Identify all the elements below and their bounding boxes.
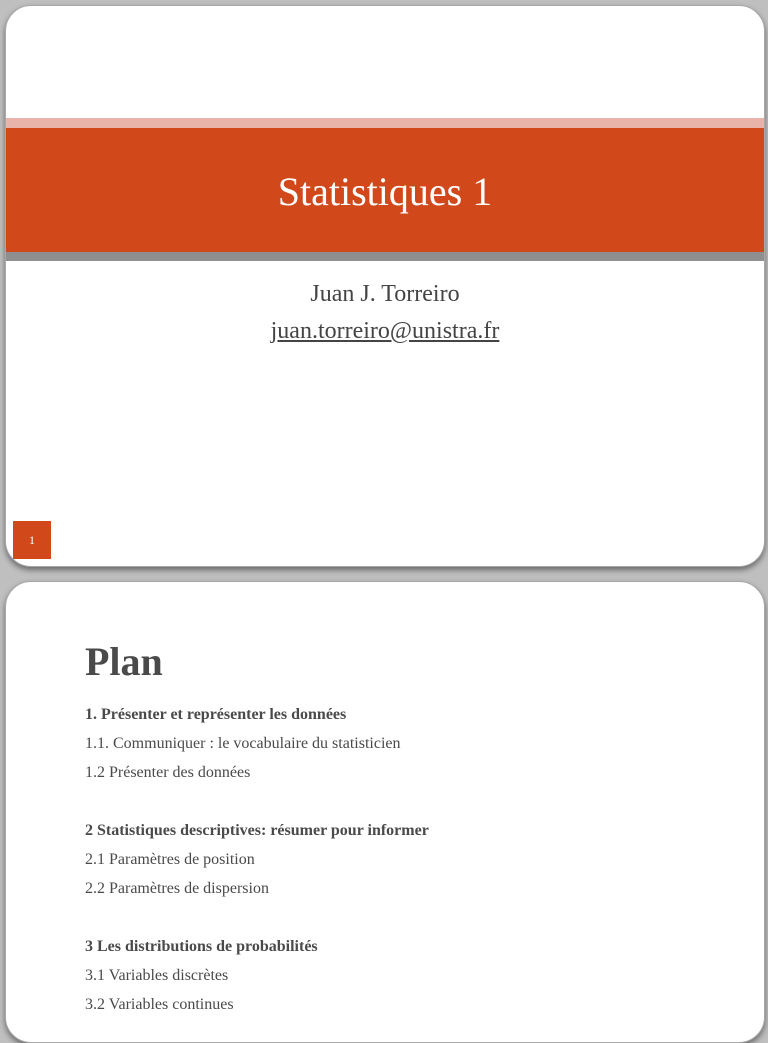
plan-item-1-2: 1.2 Présenter des données (85, 764, 251, 781)
title-slide (5, 5, 765, 567)
slide-title: Statistiques 1 (277, 169, 493, 214)
author-name: Juan J. Torreiro (310, 281, 460, 307)
title-band (6, 128, 764, 261)
plan-item-3-1: 3.1 Variables discrètes (85, 967, 229, 984)
plan-item-2-1: 2.1 Paramètres de position (85, 851, 255, 868)
plan-slide (5, 581, 765, 1043)
plan-section-2: 2 Statistiques descriptives: résumer pour informer (85, 822, 429, 839)
plan-section-3: 3 Les distributions de probabilités (85, 938, 318, 955)
plan-section-1: 1. Présenter et représenter les données (85, 706, 347, 723)
plan-item-3-2: 3.2 Variables continues (85, 996, 234, 1013)
author-email-link[interactable]: juan.torreiro@unistra.fr (270, 318, 500, 344)
plan-title: Plan (85, 639, 163, 684)
title-band-top-stripe (6, 118, 764, 128)
author-email (6, 318, 764, 345)
slide-number-badge: 1 (13, 521, 51, 559)
plan-item-1-1: 1.1. Communiquer : le vocabulaire du statisticien (85, 735, 401, 752)
plan-list (85, 700, 429, 1019)
plan-item-2-2: 2.2 Paramètres de dispersion (85, 880, 269, 897)
